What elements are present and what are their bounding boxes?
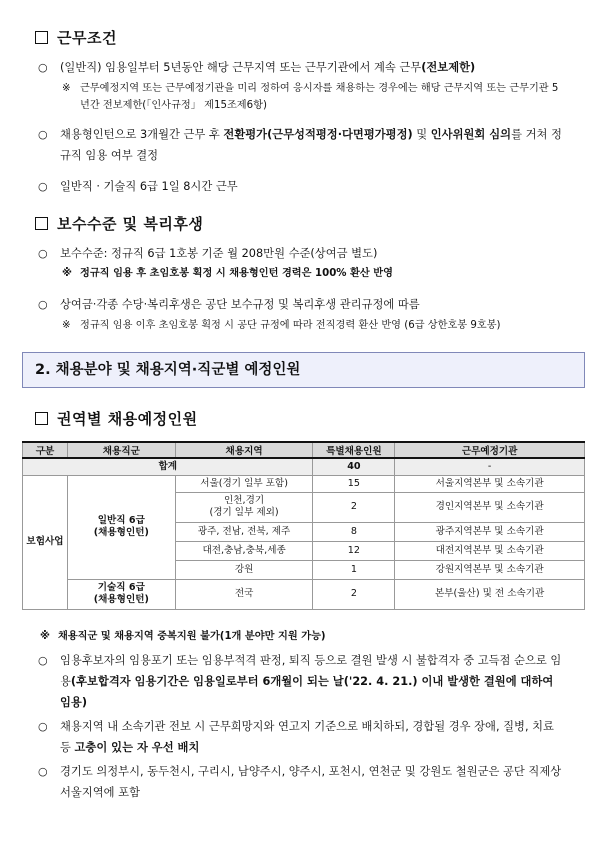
bullet-circle-icon: ○: [38, 61, 48, 74]
job-group-cell: 일반직 6급 (채용형인턴): [67, 475, 175, 579]
agency-cell: 경인지역본부 및 소속기관: [395, 492, 585, 522]
bullet-circle-icon: ○: [38, 298, 48, 311]
note: ※ 채용직군 및 채용지역 중복지원 불가(1개 분야만 지원 가능): [40, 631, 326, 642]
region-cell: 대전,충남,충북,세종: [175, 541, 313, 560]
list-item: ○ 상여금·각종 수당·복리후생은 공단 보수규정 및 복리후생 관리규정에 따름: [60, 294, 562, 315]
note: ※ 근무예정지역 또는 근무예정기관을 미리 정하여 응시자를 채용하는 경우에는 해당 근무지역 또는 근무기관 5년간 전보제한(「인사규정」 제15조제6항): [62, 83, 559, 111]
agency-cell: 강원지역본부 및 소속기관: [395, 560, 585, 579]
list-item: ○ 채용지역 내 소속기관 전보 시 근무희망지와 연고지 기준으로 배치하되, 경합될 경우 장애, 질병, 치료 등 고충이 있는 자 우선 배치: [60, 716, 562, 758]
total-count: 40: [313, 458, 395, 475]
division-cell: 보험사업: [23, 475, 68, 609]
count-cell: 1: [313, 560, 395, 579]
list-item: ○ 보수수준: 정규직 6급 1호봉 기준 월 208만원 수준(상여금 별도): [60, 243, 562, 264]
bullet-circle-icon: ○: [38, 720, 48, 733]
region-cell: 서울(경기 일부 포함): [175, 475, 313, 492]
checkbox-square-icon: [35, 31, 48, 44]
total-agency: -: [395, 458, 585, 475]
region-cell: 인천,경기 (경기 일부 제외): [175, 492, 313, 522]
list-item: ○ 임용후보자의 임용포기 또는 임용부적격 판정, 퇴직 등으로 결원 발생 시 불합격자 중 고득점 순으로 임용(후보합격자 임용기간은 임용일로부터 6개월이 되는 날('22. 4. 21.) 이내 발생한 결원에 대하여 임용): [60, 650, 562, 713]
section-heading-regional-hiring: 권역별 채용예정인원: [35, 408, 198, 429]
list-item: ○ 채용형인턴으로 3개월간 근무 후 전환평가(근무성적평정·다면평가평정) 및 인사위원회 심의를 거쳐 정규직 임용 여부 결정: [60, 124, 562, 166]
bullet-circle-icon: ○: [38, 180, 48, 193]
region-cell: 전국: [175, 579, 313, 609]
bullet-circle-icon: ○: [38, 128, 48, 141]
table-row: [23, 475, 585, 492]
agency-cell: 광주지역본부 및 소속기관: [395, 522, 585, 541]
total-label: 합계: [23, 458, 313, 475]
table-header-row: [23, 442, 585, 458]
count-cell: 12: [313, 541, 395, 560]
count-cell: 2: [313, 492, 395, 522]
column-header: 채용지역: [175, 442, 313, 458]
agency-cell: 본부(울산) 및 전 소속기관: [395, 579, 585, 609]
note: ※ 정규직 임용 이후 초임호봉 획정 시 공단 규정에 따라 전직경력 환산 반영 (6급 상한호봉 9호봉): [62, 320, 501, 331]
region-cell: 광주, 전남, 전북, 제주: [175, 522, 313, 541]
bullet-circle-icon: ○: [38, 765, 48, 778]
note: ※ 정규직 임용 후 초임호봉 획정 시 채용형인턴 경력은 100% 환산 반영: [62, 268, 393, 279]
count-cell: 15: [313, 475, 395, 492]
list-item: ○ (일반직) 임용일부터 5년동안 해당 근무지역 또는 근무기관에서 계속 근무(전보제한): [60, 57, 562, 78]
job-group-cell: 기술직 6급 (채용형인턴): [67, 579, 175, 609]
section-banner: 2. 채용분야 및 채용지역·직군별 예정인원: [22, 352, 585, 388]
checkbox-square-icon: [35, 412, 48, 425]
column-header: 근무예정기관: [395, 442, 585, 458]
section-heading-work-conditions: 근무조건: [35, 27, 117, 48]
column-header: 특별채용인원: [313, 442, 395, 458]
checkbox-square-icon: [35, 217, 48, 230]
count-cell: 2: [313, 579, 395, 609]
region-cell: 강원: [175, 560, 313, 579]
list-item: ○ 경기도 의정부시, 동두천시, 구리시, 남양주시, 양주시, 포천시, 연천군 및 강원도 철원군은 공단 직제상 서울지역에 포함: [60, 761, 562, 803]
table-row: [23, 579, 585, 609]
list-item: ○ 일반직 · 기술직 6급 1일 8시간 근무: [60, 176, 562, 197]
hiring-table: [22, 441, 585, 610]
bullet-circle-icon: ○: [38, 654, 48, 667]
column-header: 채용직군: [67, 442, 175, 458]
section-heading-pay-benefits: 보수수준 및 복리후생: [35, 213, 203, 234]
table-total-row: [23, 458, 585, 475]
column-header: 구분: [23, 442, 68, 458]
count-cell: 8: [313, 522, 395, 541]
bullet-circle-icon: ○: [38, 247, 48, 260]
agency-cell: 대전지역본부 및 소속기관: [395, 541, 585, 560]
agency-cell: 서울지역본부 및 소속기관: [395, 475, 585, 492]
